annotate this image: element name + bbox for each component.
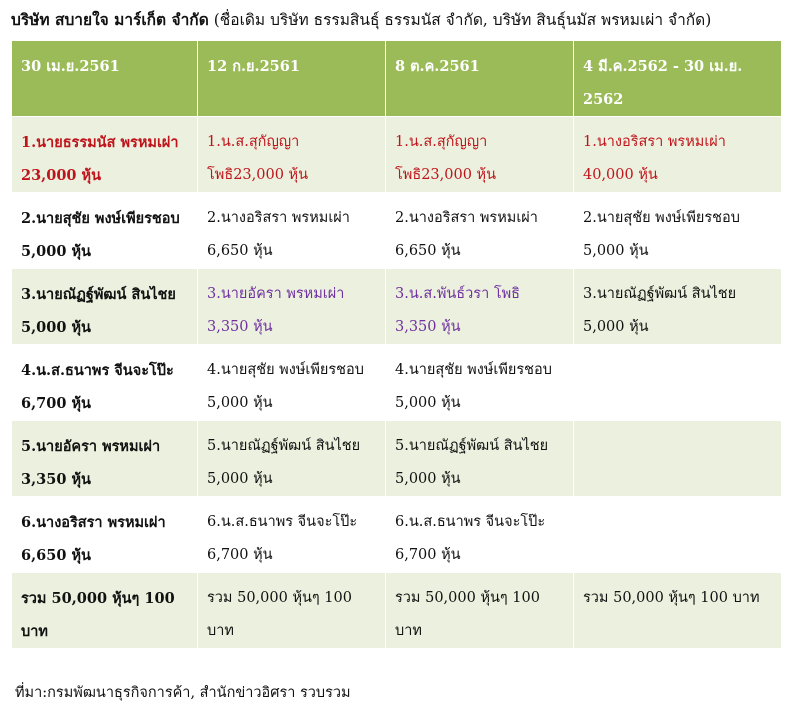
table-row: [12, 117, 782, 193]
table-cell: 3.นายณัฏฐ์พัฒน์ สินไชย 5,000 หุ้น: [12, 269, 198, 345]
table-cell: 3.นายณัฏฐ์พัฒน์ สินไชย 5,000 หุ้น: [574, 269, 782, 345]
table-cell: 4.น.ส.ธนาพร จีนจะโป๊ะ 6,700 หุ้น: [12, 345, 198, 421]
table-cell: 1.นายธรรมนัส พรหมเผ่า 23,000 หุ้น: [12, 117, 198, 193]
table-header-row: [12, 41, 782, 117]
table-cell: 3.น.ส.พันธ์วรา โพธิ 3,350 หุ้น: [386, 269, 574, 345]
table-cell: [574, 345, 782, 421]
former-names: (ชื่อเดิม บริษัท ธรรมสินธุ์ ธรรมนัส จำกัด, บริษัท สินธุ์นมัส พรหมเผ่า จำกัด): [208, 11, 712, 29]
table-cell: 2.นางอริสรา พรหมเผ่า 6,650 หุ้น: [198, 193, 386, 269]
table-cell: [574, 497, 782, 573]
header-cell-date-1: 30 เม.ย.2561: [12, 41, 198, 117]
shareholder-table: [11, 40, 782, 649]
header-cell-date-3: 8 ต.ค.2561: [386, 41, 574, 117]
table-row: [12, 193, 782, 269]
table-cell: 6.น.ส.ธนาพร จีนจะโป๊ะ 6,700 หุ้น: [198, 497, 386, 573]
table-cell: 5.นายณัฏฐ์พัฒน์ สินไชย 5,000 หุ้น: [198, 421, 386, 497]
table-row: [12, 421, 782, 497]
table-cell: 6.นางอริสรา พรหมเผ่า 6,650 หุ้น: [12, 497, 198, 573]
table-cell: รวม 50,000 หุ้นๆ 100 บาท: [12, 573, 198, 649]
table-cell: 2.นายสุชัย พงษ์เพียรชอบ 5,000 หุ้น: [12, 193, 198, 269]
table-cell: 2.นายสุชัย พงษ์เพียรชอบ 5,000 หุ้น: [574, 193, 782, 269]
table-row: [12, 497, 782, 573]
table-cell: 1.นางอริสรา พรหมเผ่า 40,000 หุ้น: [574, 117, 782, 193]
table-cell: 2.นางอริสรา พรหมเผ่า 6,650 หุ้น: [386, 193, 574, 269]
table-cell: รวม 50,000 หุ้นๆ 100 บาท: [198, 573, 386, 649]
table-cell: 4.นายสุชัย พงษ์เพียรชอบ 5,000 หุ้น: [386, 345, 574, 421]
document-title: [11, 4, 796, 36]
company-name: บริษัท สบายใจ มาร์เก็ต จำกัด: [11, 10, 209, 29]
header-cell-date-2: 12 ก.ย.2561: [198, 41, 386, 117]
header-cell-date-4: 4 มี.ค.2562 - 30 เม.ย. 2562: [574, 41, 782, 117]
table-cell: 6.น.ส.ธนาพร จีนจะโป๊ะ 6,700 หุ้น: [386, 497, 574, 573]
table-cell: รวม 50,000 หุ้นๆ 100 บาท: [574, 573, 782, 649]
table-cell: รวม 50,000 หุ้นๆ 100 บาท: [386, 573, 574, 649]
table-row: [12, 269, 782, 345]
source-note: ที่มา:กรมพัฒนาธุรกิจการค้า, สำนักข่าวอิศรา รวบรวม: [15, 685, 351, 701]
table-cell: 5.นายอัครา พรหมเผ่า 3,350 หุ้น: [12, 421, 198, 497]
table-cell: [574, 421, 782, 497]
table-cell: 4.นายสุชัย พงษ์เพียรชอบ 5,000 หุ้น: [198, 345, 386, 421]
table-total-row: [12, 573, 782, 649]
table-cell: 1.น.ส.สุกัญญา โพธิ23,000 หุ้น: [198, 117, 386, 193]
table-row: [12, 345, 782, 421]
table-cell: 1.น.ส.สุกัญญา โพธิ23,000 หุ้น: [386, 117, 574, 193]
table-cell: 5.นายณัฏฐ์พัฒน์ สินไชย 5,000 หุ้น: [386, 421, 574, 497]
table-cell: 3.นายอัครา พรหมเผ่า 3,350 หุ้น: [198, 269, 386, 345]
